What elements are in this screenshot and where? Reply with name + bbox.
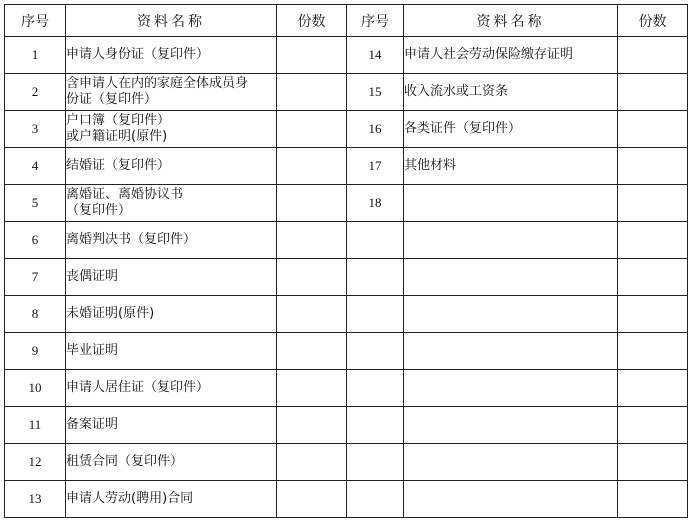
right-item-copies-field[interactable]	[618, 370, 688, 407]
header-document-name: 资料名称	[404, 5, 618, 37]
left-item-copies-field[interactable]	[277, 111, 347, 148]
left-item-number: 2	[5, 74, 66, 111]
right-item-number	[347, 444, 404, 481]
left-item-copies-field[interactable]	[277, 37, 347, 74]
left-item-copies-field[interactable]	[277, 185, 347, 222]
left-item-document-name: 毕业证明	[66, 333, 277, 370]
right-item-document-name	[404, 296, 618, 333]
header-copies: 份数	[618, 5, 688, 37]
left-item-document-name: 丧偶证明	[66, 259, 277, 296]
left-item-number: 13	[5, 481, 66, 518]
right-item-copies-field[interactable]	[618, 185, 688, 222]
left-item-copies-field[interactable]	[277, 222, 347, 259]
right-item-number	[347, 407, 404, 444]
right-item-number: 14	[347, 37, 404, 74]
left-item-copies-field[interactable]	[277, 481, 347, 518]
right-item-document-name: 其他材料	[404, 148, 618, 185]
left-item-document-name: 含申请人在内的家庭全体成员身 份证（复印件）	[66, 74, 277, 111]
table-body	[5, 37, 688, 518]
left-item-number: 9	[5, 333, 66, 370]
right-item-document-name	[404, 222, 618, 259]
right-item-number: 16	[347, 111, 404, 148]
right-item-document-name	[404, 259, 618, 296]
left-item-copies-field[interactable]	[277, 259, 347, 296]
left-item-document-name: 未婚证明(原件)	[66, 296, 277, 333]
right-item-number	[347, 296, 404, 333]
document-checklist-table	[4, 4, 688, 518]
right-item-number: 18	[347, 185, 404, 222]
header-document-name: 资料名称	[66, 5, 277, 37]
right-item-number	[347, 481, 404, 518]
left-item-number: 1	[5, 37, 66, 74]
table-row	[5, 444, 688, 481]
right-item-copies-field[interactable]	[618, 111, 688, 148]
left-item-document-name: 离婚证、离婚协议书 （复印件）	[66, 185, 277, 222]
right-item-document-name: 各类证件（复印件）	[404, 111, 618, 148]
right-item-copies-field[interactable]	[618, 259, 688, 296]
header-row	[5, 5, 688, 37]
table-row	[5, 370, 688, 407]
right-item-document-name	[404, 481, 618, 518]
left-item-number: 11	[5, 407, 66, 444]
right-item-copies-field[interactable]	[618, 407, 688, 444]
right-item-number: 17	[347, 148, 404, 185]
header-seq: 序号	[347, 5, 404, 37]
right-item-copies-field[interactable]	[618, 148, 688, 185]
table-row	[5, 296, 688, 333]
left-item-document-name: 申请人劳动(聘用)合同	[66, 481, 277, 518]
table-row	[5, 333, 688, 370]
table-row	[5, 111, 688, 148]
left-item-copies-field[interactable]	[277, 148, 347, 185]
left-item-copies-field[interactable]	[277, 407, 347, 444]
right-item-number	[347, 333, 404, 370]
right-item-copies-field[interactable]	[618, 444, 688, 481]
right-item-document-name	[404, 185, 618, 222]
right-item-number	[347, 370, 404, 407]
left-item-copies-field[interactable]	[277, 333, 347, 370]
right-item-copies-field[interactable]	[618, 481, 688, 518]
table-row	[5, 185, 688, 222]
left-item-document-name: 户口簿（复印件） 或户籍证明(原件)	[66, 111, 277, 148]
left-item-document-name: 租赁合同（复印件）	[66, 444, 277, 481]
right-item-document-name	[404, 370, 618, 407]
table-row	[5, 148, 688, 185]
table-row	[5, 481, 688, 518]
right-item-number: 15	[347, 74, 404, 111]
right-item-copies-field[interactable]	[618, 37, 688, 74]
table-row	[5, 259, 688, 296]
left-item-copies-field[interactable]	[277, 444, 347, 481]
table-row	[5, 37, 688, 74]
right-item-document-name: 收入流水或工资条	[404, 74, 618, 111]
right-item-number	[347, 222, 404, 259]
left-item-number: 3	[5, 111, 66, 148]
table-row	[5, 407, 688, 444]
header-seq: 序号	[5, 5, 66, 37]
left-item-document-name: 申请人身份证（复印件）	[66, 37, 277, 74]
left-item-number: 4	[5, 148, 66, 185]
right-item-copies-field[interactable]	[618, 222, 688, 259]
left-item-number: 8	[5, 296, 66, 333]
right-item-copies-field[interactable]	[618, 296, 688, 333]
right-item-document-name: 申请人社会劳动保险缴存证明	[404, 37, 618, 74]
left-item-number: 5	[5, 185, 66, 222]
left-item-copies-field[interactable]	[277, 370, 347, 407]
left-item-document-name: 离婚判决书（复印件）	[66, 222, 277, 259]
left-item-number: 7	[5, 259, 66, 296]
right-item-copies-field[interactable]	[618, 74, 688, 111]
header-copies: 份数	[277, 5, 347, 37]
right-item-document-name	[404, 333, 618, 370]
table-row	[5, 222, 688, 259]
left-item-number: 12	[5, 444, 66, 481]
table-row	[5, 74, 688, 111]
left-item-document-name: 备案证明	[66, 407, 277, 444]
left-item-document-name: 申请人居住证（复印件）	[66, 370, 277, 407]
right-item-copies-field[interactable]	[618, 333, 688, 370]
right-item-document-name	[404, 444, 618, 481]
left-item-number: 6	[5, 222, 66, 259]
left-item-number: 10	[5, 370, 66, 407]
left-item-document-name: 结婚证（复印件）	[66, 148, 277, 185]
right-item-document-name	[404, 407, 618, 444]
left-item-copies-field[interactable]	[277, 74, 347, 111]
left-item-copies-field[interactable]	[277, 296, 347, 333]
right-item-number	[347, 259, 404, 296]
